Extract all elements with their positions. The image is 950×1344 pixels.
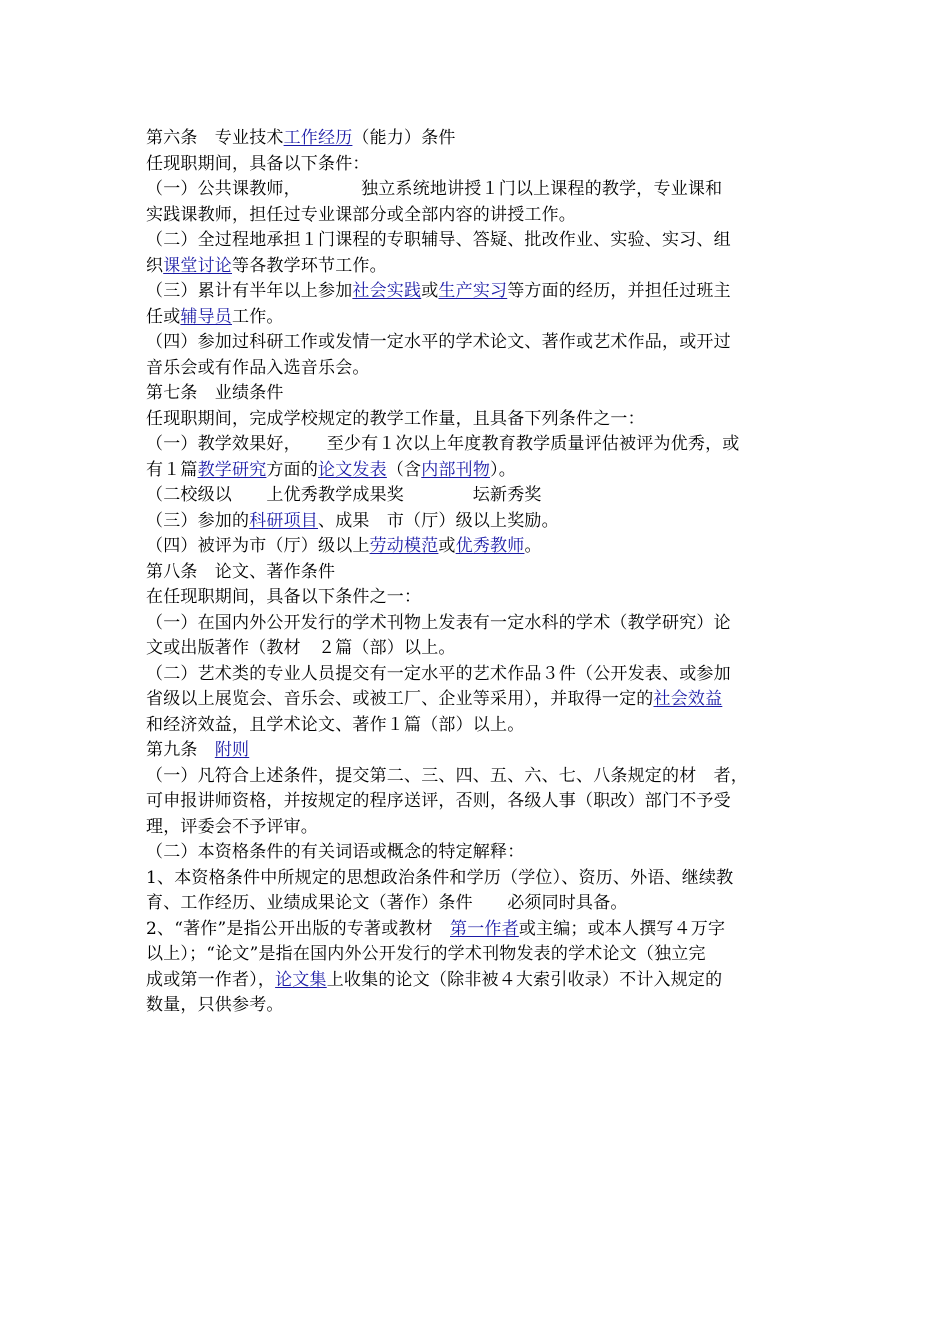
text-run: 第八条 论文、著作条件 [146, 561, 336, 582]
inline-link[interactable]: 辅导员 [180, 306, 233, 327]
text-run: （一）教学效果好， 至少有１次以上年度教育教学质量评估被评为优秀，或 [146, 434, 740, 454]
text-line [146, 177, 802, 203]
text-run: 任或 [146, 306, 181, 327]
text-run: 、成果 市（厅）级以上奖励。 [318, 510, 559, 531]
text-run: 1、本资格条件中所规定的思想政治条件和学历（学位）、资历、外语、继续教 [146, 867, 734, 888]
text-line [146, 203, 802, 229]
text-run: 和经济效益，且学术论文、著作１篇（部）以上。 [146, 714, 525, 735]
text-line [146, 483, 802, 509]
text-line [146, 560, 802, 586]
inline-link[interactable]: 第一作者 [450, 918, 519, 939]
text-line [146, 866, 802, 892]
text-line [146, 534, 802, 560]
text-line [146, 585, 802, 611]
text-line [146, 356, 802, 382]
text-line [146, 764, 802, 790]
text-line [146, 815, 802, 841]
text-run: 或主编；或本人撰写４万字 [518, 918, 726, 939]
text-line [146, 381, 802, 407]
text-line [146, 917, 802, 943]
inline-link[interactable]: 内部刊物 [421, 459, 491, 480]
text-line [146, 254, 802, 280]
text-line [146, 942, 802, 968]
text-run: 第九条 [146, 740, 215, 760]
text-line [146, 330, 802, 356]
text-run: （二）本资格条件的有关词语或概念的特定解释： [146, 842, 525, 862]
text-run: （三）累计有半年以上参加 [146, 281, 353, 301]
text-run: 任现职期间，完成学校规定的教学工作量，且具备下列条件之一： [146, 408, 645, 429]
text-run: 上收集的论文（除非被４大索引收录）不计入规定的 [326, 969, 723, 990]
inline-link[interactable]: 教学研究 [197, 459, 267, 480]
text-run: （四）被评为市（厅）级以上 [146, 536, 370, 556]
text-run: 音乐会或有作品入选音乐会。 [146, 357, 370, 378]
text-line [146, 279, 802, 305]
text-line [146, 840, 802, 866]
text-run: （二）艺术类的专业人员提交有一定水平的艺术作品３件（公开发表、或参加 [146, 663, 731, 684]
text-line [146, 687, 802, 713]
text-run: （能力）条件 [352, 128, 456, 148]
text-line [146, 305, 802, 331]
text-line [146, 228, 802, 254]
text-run: 育、工作经历、业绩成果论文（著作）条件 必须同时具备。 [146, 893, 628, 913]
text-run: （四）参加过科研工作或发情一定水平的学术论文、著作或艺术作品，或开过 [146, 332, 731, 352]
text-line [146, 968, 802, 994]
text-run: 有１篇 [146, 459, 198, 480]
document-body [146, 126, 802, 1019]
text-run: （一）公共课教师， 独立系统地讲授１门以上课程的教学，专业课和 [146, 179, 723, 199]
text-run: 工作。 [232, 306, 284, 327]
text-line [146, 458, 802, 484]
text-run: （三）参加的 [146, 510, 250, 531]
text-run: 或 [421, 281, 439, 301]
text-run: 织 [146, 255, 164, 276]
text-line [146, 611, 802, 637]
inline-link[interactable]: 优秀教师 [455, 536, 525, 556]
inline-link[interactable]: 论文发表 [318, 459, 387, 480]
text-run: 成或第一作者）， [146, 969, 276, 990]
text-line [146, 152, 802, 178]
text-line [146, 713, 802, 739]
text-line [146, 407, 802, 433]
text-run: 第六条 专业技术 [146, 128, 284, 148]
text-run: 可申报讲师资格，并按规定的程序送评，否则，各级人事（职改）部门不予受 [146, 791, 731, 811]
text-run: （含 [386, 459, 422, 480]
inline-link[interactable]: 生产实习 [438, 281, 508, 301]
text-run: 省级以上展览会、音乐会、或被工厂、企业等采用），并取得一定的 [146, 689, 654, 709]
text-run: 。 [524, 536, 542, 556]
text-run: 方面的 [266, 459, 319, 480]
inline-link[interactable]: 社会实践 [352, 281, 422, 301]
text-run: 文或出版著作（教材 ２篇（部）以上。 [146, 638, 456, 658]
inline-link[interactable]: 社会效益 [653, 689, 723, 709]
inline-link[interactable]: 科研项目 [249, 510, 319, 531]
text-run: 在任现职期间，具备以下条件之一： [146, 587, 422, 607]
text-line [146, 432, 802, 458]
text-line [146, 738, 802, 764]
text-run: 第七条 业绩条件 [146, 383, 284, 403]
text-line [146, 636, 802, 662]
text-run: 2、“著作”是指公开出版的专著或教材 [146, 918, 450, 939]
inline-link[interactable]: 劳动模范 [369, 536, 439, 556]
text-run: （一）在国内外公开发行的学术刊物上发表有一定水科的学术（教学研究）论 [146, 612, 731, 633]
text-run: （一）凡符合上述条件，提交第二、三、四、五、六、七、八条规定的材 者， [146, 765, 748, 786]
text-line [146, 126, 802, 152]
text-run: 理，评委会不予评审。 [146, 816, 318, 837]
inline-link[interactable]: 工作经历 [283, 128, 353, 148]
text-run: 任现职期间，具备以下条件： [146, 153, 370, 174]
text-line [146, 993, 802, 1019]
text-run: 或 [438, 536, 456, 556]
text-line [146, 789, 802, 815]
text-run: ）。 [490, 459, 516, 480]
text-line [146, 662, 802, 688]
text-run: 数量，只供参考。 [146, 995, 284, 1015]
text-run: （二）全过程地承担１门课程的专职辅导、答疑、批改作业、实验、实习、组 [146, 230, 731, 250]
inline-link[interactable]: 课堂讨论 [163, 255, 233, 276]
inline-link[interactable]: 附则 [214, 740, 250, 760]
text-run: （二校级以 上优秀教学成果奖 坛新秀奖 [146, 485, 542, 505]
text-run: 以上）；“论文”是指在国内外公开发行的学术刊物发表的学术论文（独立完 [146, 944, 706, 964]
text-run: 等方面的经历，并担任过班主 [507, 281, 731, 301]
text-run: 实践课教师，担任过专业课部分或全部内容的讲授工作。 [146, 204, 576, 225]
text-run: 等各教学环节工作。 [232, 255, 387, 276]
text-line [146, 509, 802, 535]
inline-link[interactable]: 论文集 [275, 969, 327, 990]
text-line [146, 891, 802, 917]
